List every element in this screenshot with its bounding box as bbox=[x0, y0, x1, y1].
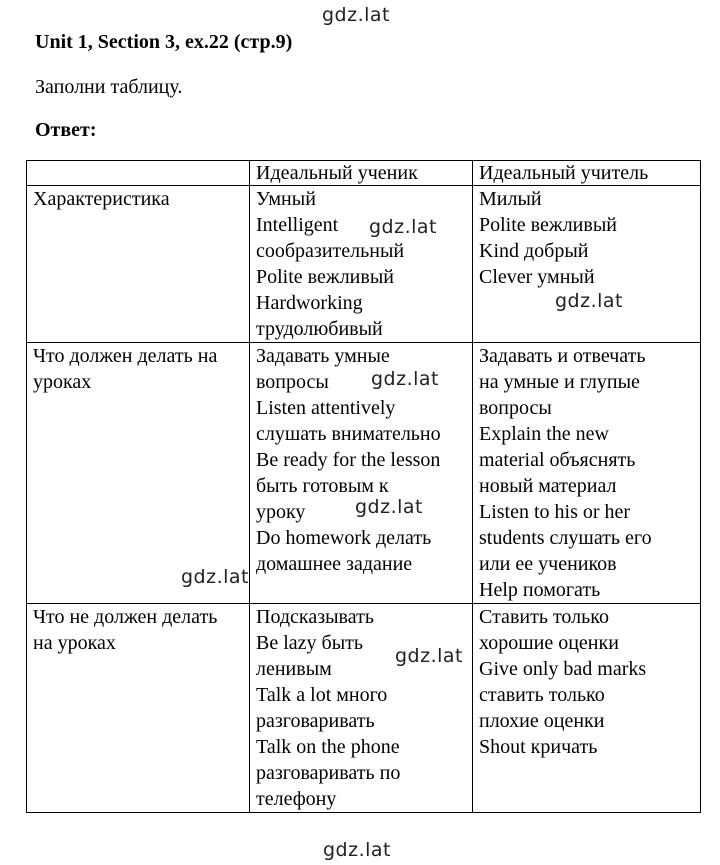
cell-line: Что должен делать на bbox=[33, 345, 218, 367]
cell-line: Задавать умные bbox=[256, 345, 390, 367]
table-row bbox=[27, 604, 701, 813]
watermark: gdz.lat bbox=[322, 4, 391, 26]
cell-line: Милый bbox=[479, 188, 542, 210]
cell-line: Kind добрый bbox=[479, 240, 589, 262]
cell-line: material объяснять bbox=[479, 449, 636, 471]
cell-line: Explain the new bbox=[479, 423, 609, 445]
row-label-cell bbox=[27, 604, 250, 813]
cell-line: Ставить только bbox=[479, 606, 609, 628]
student-cell bbox=[250, 604, 473, 813]
cell-line: Polite вежливый bbox=[256, 266, 394, 288]
cell-line: Be lazy быть bbox=[256, 632, 364, 654]
cell-line: Help помогать bbox=[479, 579, 601, 601]
answer-table bbox=[26, 160, 701, 813]
cell-line: телефону bbox=[256, 788, 337, 810]
watermark: gdz.lat bbox=[555, 290, 624, 312]
cell-line: ставить только bbox=[479, 684, 605, 706]
student-cell bbox=[250, 186, 473, 343]
cell-line: Listen to his or her bbox=[479, 501, 631, 523]
cell-line: уроку bbox=[256, 501, 306, 523]
cell-line: хорошие оценки bbox=[479, 632, 619, 654]
cell-line: плохие оценки bbox=[479, 710, 605, 732]
cell-line: разговаривать bbox=[256, 710, 375, 732]
watermark: gdz.lat bbox=[395, 645, 464, 667]
table-row bbox=[27, 186, 701, 343]
watermark: gdz.lat bbox=[369, 216, 438, 238]
cell-line: Подсказывать bbox=[256, 606, 374, 628]
watermark: gdz.lat bbox=[371, 368, 440, 390]
cell-line: трудолюбивый bbox=[256, 318, 383, 340]
instruction-text: Заполни таблицу. bbox=[35, 76, 183, 98]
table-row bbox=[27, 343, 701, 604]
cell-line: слушать внимательно bbox=[256, 423, 441, 445]
watermark: gdz.lat bbox=[355, 496, 424, 518]
header-cell-empty bbox=[27, 161, 250, 186]
teacher-cell bbox=[473, 604, 701, 813]
exercise-title: Unit 1, Section 3, ex.22 (стр.9) bbox=[35, 31, 293, 53]
cell-line: новый материал bbox=[479, 475, 617, 497]
header-cell-teacher: Идеальный учитель bbox=[473, 161, 701, 186]
cell-line: Polite вежливый bbox=[479, 214, 617, 236]
cell-line: домашнее задание bbox=[256, 553, 413, 575]
cell-line: Умный bbox=[256, 188, 316, 210]
cell-line: разговаривать по bbox=[256, 762, 401, 784]
cell-line: Shout кричать bbox=[479, 736, 598, 758]
watermark: gdz.lat bbox=[323, 839, 392, 861]
cell-line: или ее учеников bbox=[479, 553, 617, 575]
watermark: gdz.lat bbox=[181, 566, 250, 588]
cell-line: Be ready for the lesson bbox=[256, 449, 441, 471]
cell-line: Что не должен делать bbox=[33, 606, 218, 628]
cell-line: Задавать и отвечать bbox=[479, 345, 646, 367]
cell-line: уроках bbox=[33, 371, 92, 393]
cell-line: на умные и глупые bbox=[479, 371, 640, 393]
cell-line: Hardworking bbox=[256, 292, 363, 314]
cell-line: Do homework делать bbox=[256, 527, 432, 549]
teacher-cell bbox=[473, 186, 701, 343]
row-label-cell bbox=[27, 343, 250, 604]
cell-line: сообразительный bbox=[256, 240, 405, 262]
answer-label: Ответ: bbox=[35, 119, 97, 141]
cell-line: вопросы bbox=[479, 397, 552, 419]
cell-line: Характеристика bbox=[33, 188, 170, 210]
cell-line: students слушать его bbox=[479, 527, 652, 549]
cell-line: Listen attentively bbox=[256, 397, 396, 419]
header-cell-student: Идеальный ученик bbox=[250, 161, 473, 186]
cell-line: на уроках bbox=[33, 632, 116, 654]
student-cell bbox=[250, 343, 473, 604]
cell-line: быть готовым к bbox=[256, 475, 389, 497]
cell-line: Talk a lot много bbox=[256, 684, 388, 706]
table-header-row bbox=[27, 161, 701, 186]
cell-line: Talk on the phone bbox=[256, 736, 400, 758]
cell-line: Give only bad marks bbox=[479, 658, 647, 680]
cell-line: Clever умный bbox=[479, 266, 595, 288]
teacher-cell bbox=[473, 343, 701, 604]
cell-line: вопросы bbox=[256, 371, 329, 393]
row-label-cell bbox=[27, 186, 250, 343]
cell-line: Intelligent bbox=[256, 214, 339, 236]
cell-line: ленивым bbox=[256, 658, 332, 680]
